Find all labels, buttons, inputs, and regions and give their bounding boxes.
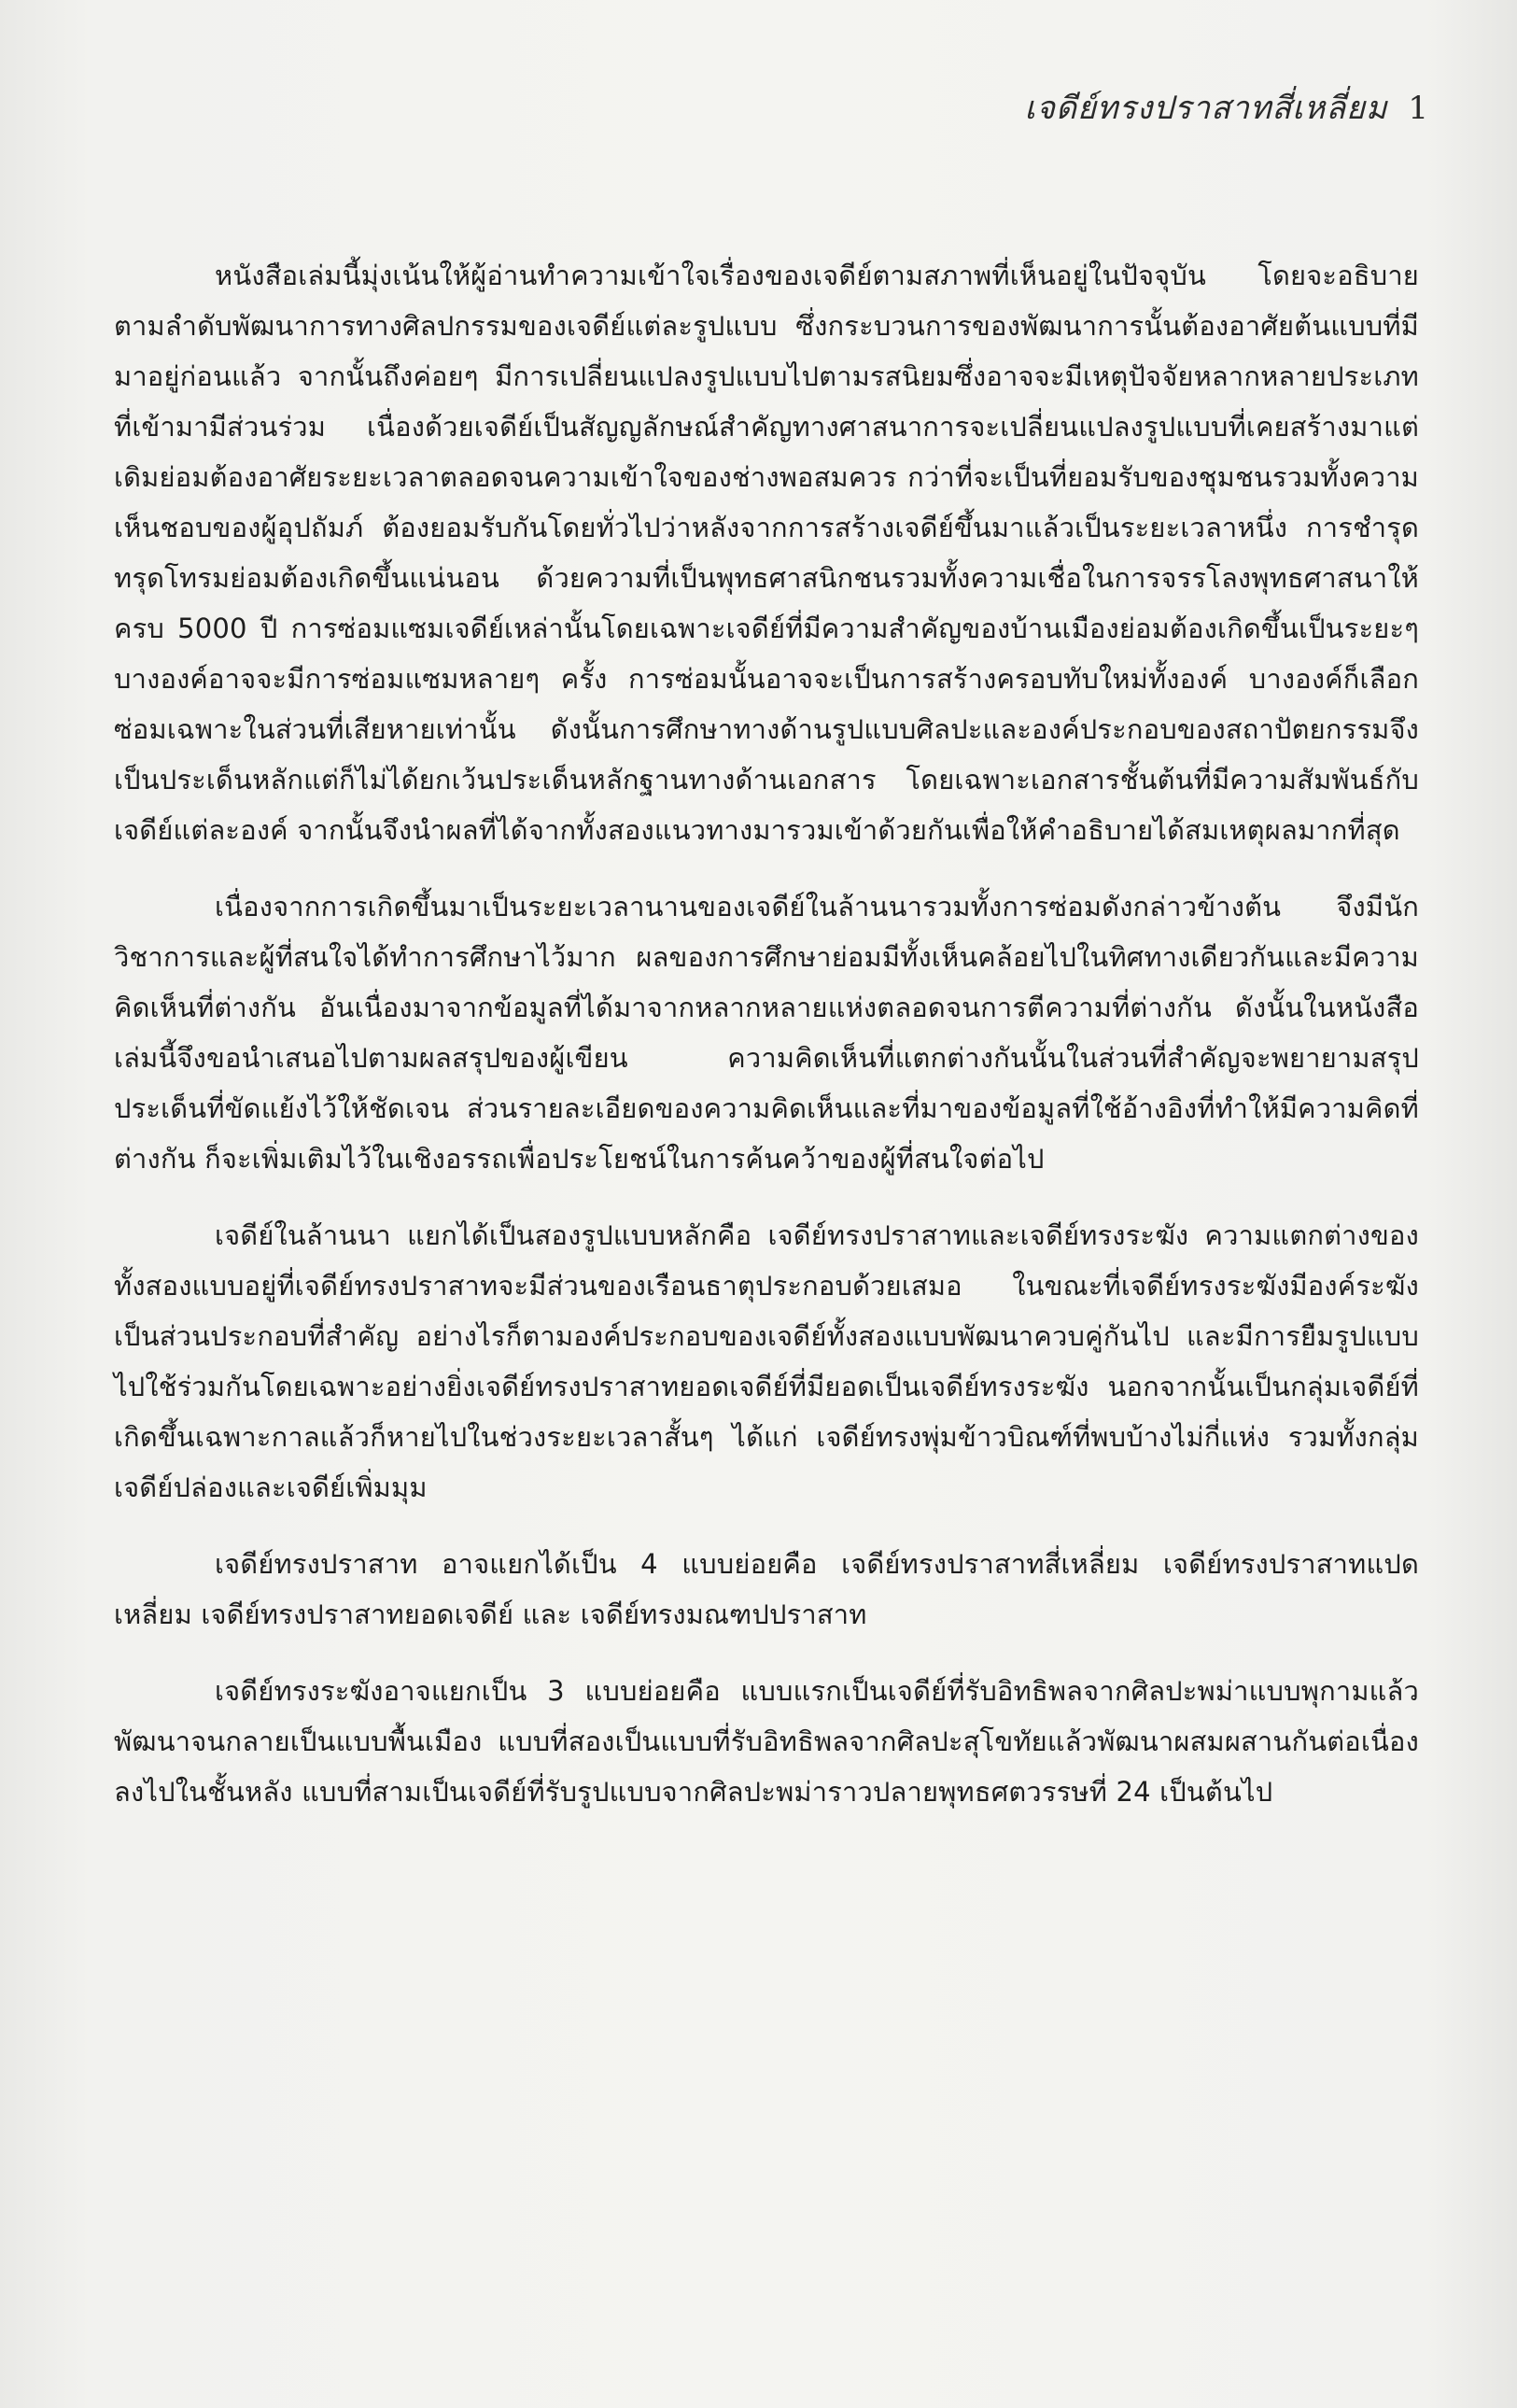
- paragraph-2: เนื่องจากการเกิดขึ้นมาเป็นระยะเวลานานของเจดีย์ในล้านนารวมทั้งการซ่อมดังกล่าวข้างต้น จึงมีนักวิชาการและผู้ที่สนใจได้ทำการศึกษาไว้มาก ผลของการศึกษาย่อมมีทั้งเห็นคล้อยไปในทิศทางเดียวกันและมีความคิดเห็นที่ต่างกัน อันเนื่องมาจากข้อมูลที่ได้มาจากหลากหลายแห่งตลอดจนการตีความที่ต่างกัน ดังนั้นในหนังสือเล่มนี้จึงขอนำเสนอไปตามผลสรุปของผู้เขียน ความคิดเห็นที่แตกต่างกันนั้นในส่วนที่สำคัญจะพยายามสรุปประเด็นที่ขัดแย้งไว้ให้ชัดเจน ส่วนรายละเอียดของความคิดเห็นและที่มาของข้อมูลที่ใช้อ้างอิงที่ทำให้มีความคิดที่ต่างกัน ก็จะเพิ่มเติมไว้ในเชิงอรรถเพื่อประโยชน์ในการค้นคว้าของผู้ที่สนใจต่อไป: [114, 891, 1419, 1175]
- paragraph-5: เจดีย์ทรงระฆังอาจแยกเป็น 3 แบบย่อยคือ แบบแรกเป็นเจดีย์ที่รับอิทธิพลจากศิลปะพม่าแบบพุกามแล้วพัฒนาจนกลายเป็นแบบพื้นเมือง แบบที่สองเป็นแบบที่รับอิทธิพลจากศิลปะสุโขทัยแล้วพัฒนาผสมผสานกันต่อเนื่องลงไปในชั้นหลัง แบบที่สามเป็นเจดีย์ที่รับรูปแบบจากศิลปะพม่าราวปลายพุทธศตวรรษที่ 24 เป็นต้นไป: [114, 1675, 1419, 1808]
- paragraph-3: เจดีย์ในล้านนา แยกได้เป็นสองรูปแบบหลักคือ เจดีย์ทรงปราสาทและเจดีย์ทรงระฆัง ความแตกต่างของทั้งสองแบบอยู่ที่เจดีย์ทรงปราสาทจะมีส่วนของเรือนธาตุประกอบด้วยเสมอ ในขณะที่เจดีย์ทรงระฆังมีองค์ระฆังเป็นส่วนประกอบที่สำคัญ อย่างไรก็ตามองค์ประกอบของเจดีย์ทั้งสองแบบพัฒนาควบคู่กันไป และมีการยืมรูปแบบไปใช้ร่วมกันโดยเฉพาะอย่างยิ่งเจดีย์ทรงปราสาทยอดเจดีย์ที่มียอดเป็นเจดีย์ทรงระฆัง นอกจากนั้นเป็นกลุ่มเจดีย์ที่เกิดขึ้นเฉพาะกาลแล้วก็หายไปในช่วงระยะเวลาสั้นๆ ได้แก่ เจดีย์ทรงพุ่มข้าวบิณฑ์ที่พบบ้างไม่กี่แห่ง รวมทั้งกลุ่มเจดีย์ปล่องและเจดีย์เพิ่มมุม: [114, 1219, 1419, 1503]
- body-text: [114, 250, 1419, 1817]
- paragraph-1: หนังสือเล่มนี้มุ่งเน้นให้ผู้อ่านทำความเข้าใจเรื่องของเจดีย์ตามสภาพที่เห็นอยู่ในปัจจุบัน โดยจะอธิบายตามลำดับพัฒนาการทางศิลปกรรมของเจดีย์แต่ละรูปแบบ ซึ่งกระบวนการของพัฒนาการนั้นต้องอาศัยต้นแบบที่มีมาอยู่ก่อนแล้ว จากนั้นถึงค่อยๆ มีการเปลี่ยนแปลงรูปแบบไปตามรสนิยมซึ่งอาจจะมีเหตุปัจจัยหลากหลายประเภทที่เข้ามามีส่วนร่วม เนื่องด้วยเจดีย์เป็นสัญญลักษณ์สำคัญทางศาสนาการจะเปลี่ยนแปลงรูปแบบที่เคยสร้างมาแต่เดิมย่อมต้องอาศัยระยะเวลาตลอดจนความเข้าใจของช่างพอสมควร กว่าที่จะเป็นที่ยอมรับของชุมชนรวมทั้งความเห็นชอบของผู้อุปถัมภ์ ต้องยอมรับกันโดยทั่วไปว่าหลังจากการสร้างเจดีย์ขึ้นมาแล้วเป็นระยะเวลาหนึ่ง การชำรุดทรุดโทรมย่อมต้องเกิดขึ้นแน่นอน ด้วยความที่เป็นพุทธศาสนิกชนรวมทั้งความเชื่อในการจรรโลงพุทธศาสนาให้ครบ 5000 ปี การซ่อมแซมเจดีย์เหล่านั้นโดยเฉพาะเจดีย์ที่มีความสำคัญของบ้านเมืองย่อมต้องเกิดขึ้นเป็นระยะๆ บางองค์อาจจะมีการซ่อมแซมหลายๆ ครั้ง การซ่อมนั้นอาจจะเป็นการสร้างครอบทับใหม่ทั้งองค์ บางองค์ก็เลือกซ่อมเฉพาะในส่วนที่เสียหายเท่านั้น ดังนั้นการศึกษาทางด้านรูปแบบศิลปะและองค์ประกอบของสถาปัตยกรรมจึงเป็นประเด็นหลักแต่ก็ไม่ได้ยกเว้นประเด็นหลักฐานทางด้านเอกสาร โดยเฉพาะเอกสารชั้นต้นที่มีความสัมพันธ์กับเจดีย์แต่ละองค์ จากนั้นจึงนำผลที่ได้จากทั้งสองแนวทางมารวมเข้าด้วยกันเพื่อให้คำอธิบายได้สมเหตุผลมากที่สุด: [114, 260, 1419, 846]
- running-title: เจดีย์ทรงปราสาทสี่เหลี่ยม: [1024, 90, 1388, 127]
- page-number: 1: [1408, 90, 1428, 127]
- running-head: [1024, 82, 1428, 133]
- paragraph-4: เจดีย์ทรงปราสาท อาจแยกได้เป็น 4 แบบย่อยคือ เจดีย์ทรงปราสาทสี่เหลี่ยม เจดีย์ทรงปราสาทแปดเหลี่ยม เจดีย์ทรงปราสาทยอดเจดีย์ และ เจดีย์ทรงมณฑปปราสาท: [114, 1548, 1419, 1630]
